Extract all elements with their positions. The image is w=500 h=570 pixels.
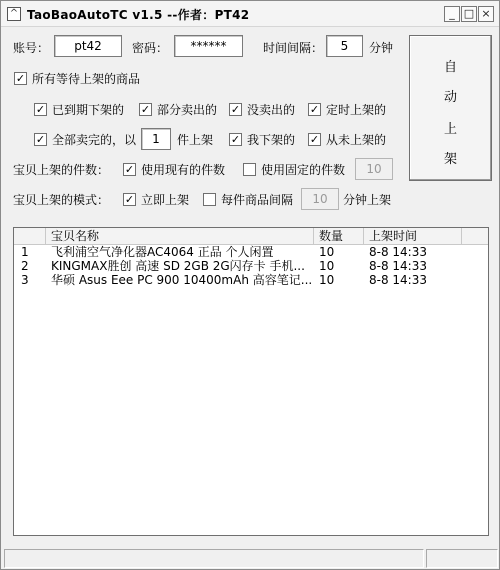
checkbox-expired-box[interactable]: ✓ <box>35 102 46 116</box>
password-input[interactable]: ****** <box>174 35 243 57</box>
auto-list-button-char-3: 上 <box>443 122 457 137</box>
checkbox-my-delisted-box[interactable]: ✓ <box>230 132 241 146</box>
checkbox-immediate-label: 立即上架 <box>141 192 190 207</box>
checkbox-expired[interactable] <box>34 101 124 117</box>
row-index: 2 <box>21 259 29 273</box>
checkbox-use-existing-box[interactable]: ✓ <box>124 162 135 176</box>
auto-list-button-char-2: 动 <box>443 90 457 105</box>
auto-list-button-char-4: 架 <box>443 152 457 167</box>
checkbox-my-delisted-label: 我下架的 <box>247 132 296 147</box>
checkbox-use-existing[interactable] <box>123 161 225 177</box>
all-sold-qty-input[interactable]: 1 <box>141 128 171 150</box>
checkbox-not-sold-box[interactable]: ✓ <box>230 102 241 116</box>
window-title: TaoBaoAutoTC v1.5 --作者：PT42 <box>27 8 250 22</box>
checkbox-never-listed-label: 从未上架的 <box>326 132 387 147</box>
status-pane-main <box>4 549 424 568</box>
checkbox-partial-sold[interactable] <box>139 101 217 117</box>
interval-minutes-input[interactable]: 10 <box>301 188 339 210</box>
checkbox-timed-box[interactable]: ✓ <box>309 102 320 116</box>
checkbox-use-fixed[interactable] <box>243 161 345 177</box>
minimize-button[interactable]: _ <box>444 6 460 22</box>
fixed-qty-input[interactable]: 10 <box>355 158 393 180</box>
checkbox-all-waiting-label: 所有等待上架的商品 <box>32 71 141 86</box>
row-qty: 10 <box>319 273 335 287</box>
interval-input[interactable]: 5 <box>326 35 363 57</box>
interval-label: 时间间隔： <box>263 41 324 55</box>
row-index: 3 <box>21 273 29 287</box>
checkbox-all-waiting-box[interactable]: ✓ <box>15 71 26 85</box>
checkbox-partial-sold-box[interactable]: ✓ <box>140 102 151 116</box>
close-button[interactable]: × <box>478 6 494 22</box>
checkbox-timed[interactable] <box>308 101 386 117</box>
all-sold-suffix: 件上架 <box>177 133 214 147</box>
checkbox-all-sold-box[interactable]: ✓ <box>35 132 46 146</box>
column-header-time[interactable]: 上架时间 <box>364 228 462 245</box>
row-time: 8-8 14:33 <box>369 245 427 259</box>
row-qty: 10 <box>319 259 335 273</box>
quantity-label: 宝贝上架的件数： <box>13 163 110 177</box>
checkbox-partial-sold-label: 部分卖出的 <box>157 102 218 117</box>
title-bar[interactable] <box>1 1 499 27</box>
row-time: 8-8 14:33 <box>369 259 427 273</box>
checkbox-never-listed-box[interactable]: ✓ <box>309 132 320 146</box>
interval-unit: 分钟 <box>369 41 394 55</box>
row-time: 8-8 14:33 <box>369 273 427 287</box>
row-name: 飞利浦空气净化器AC4064 正品 个人闲置 <box>51 245 274 259</box>
status-pane-secondary <box>426 549 498 568</box>
checkbox-immediate[interactable] <box>123 191 189 207</box>
checkbox-use-fixed-box[interactable] <box>243 163 256 176</box>
table-row[interactable] <box>14 259 488 273</box>
checkbox-interval-label: 每件商品间隔 <box>221 192 294 207</box>
checkbox-interval-box[interactable] <box>203 193 216 206</box>
status-bar <box>4 549 498 568</box>
checkbox-timed-label: 定时上架的 <box>326 102 387 117</box>
checkbox-not-sold-label: 没卖出的 <box>247 102 296 117</box>
checkbox-all-waiting[interactable] <box>14 70 140 86</box>
checkbox-use-fixed-label: 使用固定的件数 <box>261 162 346 177</box>
app-menu-icon[interactable]: ^ <box>7 7 21 21</box>
auto-list-button[interactable] <box>409 35 492 181</box>
checkbox-all-sold-label: 全部卖完的，以 <box>52 132 137 147</box>
checkbox-not-sold[interactable] <box>229 101 295 117</box>
checkbox-interval[interactable] <box>203 191 293 207</box>
column-header-name[interactable]: 宝贝名称 <box>46 228 314 245</box>
row-qty: 10 <box>319 245 335 259</box>
checkbox-never-listed[interactable] <box>308 131 386 147</box>
row-index: 1 <box>21 245 29 259</box>
checkbox-all-sold[interactable] <box>34 131 136 147</box>
row-name: KINGMAX胜创 高速 SD 2GB 2G闪存卡 手机... <box>51 259 305 273</box>
list-header <box>14 228 488 245</box>
checkbox-my-delisted[interactable] <box>229 131 295 147</box>
column-header-index[interactable] <box>14 228 46 245</box>
auto-list-button-char-1: 自 <box>443 60 457 75</box>
account-label: 账号： <box>13 41 50 55</box>
password-label: 密码： <box>132 41 169 55</box>
checkbox-expired-label: 已到期下架的 <box>52 102 125 117</box>
account-input[interactable]: pt42 <box>54 35 122 57</box>
table-row[interactable] <box>14 273 488 287</box>
mode-label: 宝贝上架的模式： <box>13 193 110 207</box>
maximize-button[interactable]: □ <box>461 6 477 22</box>
row-name: 华硕 Asus Eee PC 900 10400mAh 高容笔记... <box>51 273 313 287</box>
checkbox-use-existing-label: 使用现有的件数 <box>141 162 226 177</box>
checkbox-immediate-box[interactable]: ✓ <box>124 192 135 206</box>
table-row[interactable] <box>14 245 488 259</box>
interval-minutes-suffix: 分钟上架 <box>343 193 392 207</box>
items-list[interactable] <box>13 227 489 536</box>
column-header-qty[interactable]: 数量 <box>314 228 364 245</box>
